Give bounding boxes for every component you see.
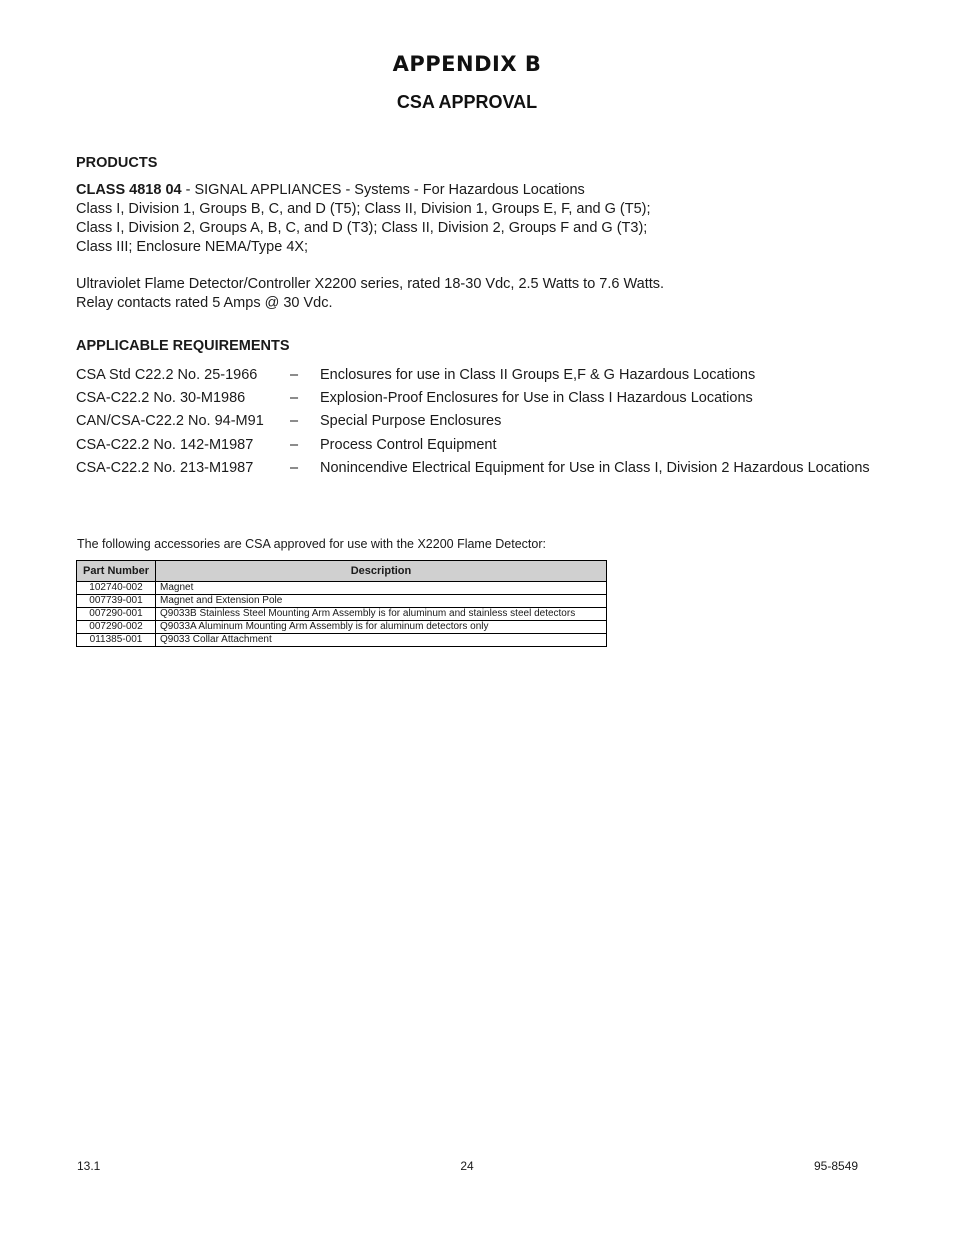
part-number-cell: 007290-002: [77, 621, 156, 634]
description-cell: Magnet and Extension Pole: [156, 595, 607, 608]
class-detail-line: Class III; Enclosure NEMA/Type 4X;: [76, 239, 309, 255]
requirement-standard: CSA Std C22.2 No. 25-1966: [76, 367, 258, 383]
table-row: [77, 608, 607, 621]
accessories-table: [76, 560, 607, 647]
class-line: [76, 181, 651, 200]
requirement-standard: CSA-C22.2 No. 30-M1986: [76, 390, 246, 407]
description-cell: Magnet: [156, 582, 607, 595]
table-row: [77, 595, 607, 608]
footer-document-number: 95-8549: [814, 1159, 859, 1173]
part-number-cell: 007739-001: [77, 595, 156, 608]
part-number-cell: 011385-001: [77, 634, 156, 647]
part-number-cell: 102740-002: [77, 582, 156, 595]
class-detail-line: Class I, Division 1, Groups B, C, and D (T5); Class II, Division 1, Groups E, F, and G (T5);: [76, 201, 651, 217]
footer-revision: 13.1: [77, 1159, 101, 1173]
requirement-description: Process Control Equipment: [320, 436, 497, 453]
description-cell: Q9033 Collar Attachment: [156, 634, 607, 647]
product-rating: [76, 275, 664, 313]
accessories-intro: The following accessories are CSA approved for use with the X2200 Flame Detector:: [77, 537, 546, 551]
class-description: [76, 181, 651, 257]
class-detail-line: Class I, Division 2, Groups A, B, C, and D (T3); Class II, Division 2, Groups F and G (T3);: [76, 220, 648, 236]
column-header-description: Description: [156, 561, 607, 582]
requirement-description: Enclosures for use in Class II Groups E,F & G Hazardous Locations: [320, 367, 756, 383]
requirement-dash: –: [290, 436, 299, 453]
table-row: [77, 634, 607, 647]
column-header-part-number: Part Number: [77, 561, 156, 582]
rating-line: Ultraviolet Flame Detector/Controller X2200 series, rated 18-30 Vdc, 2.5 Watts to 7.6 Watts.: [76, 276, 665, 292]
requirements-heading: APPLICABLE REQUIREMENTS: [76, 338, 290, 354]
part-number-cell: 007290-001: [77, 608, 156, 621]
requirement-dash: –: [290, 459, 299, 476]
page-title: APPENDIX B: [392, 52, 542, 76]
requirement-description: Nonincendive Electrical Equipment for Use in Class I, Division 2 Hazardous Locations: [320, 459, 870, 476]
requirement-standard: CSA-C22.2 No. 142-M1987: [76, 436, 254, 453]
footer-page-number: 24: [460, 1159, 474, 1173]
table-row: [77, 621, 607, 634]
table-header-row: [77, 561, 607, 582]
description-cell: Q9033B Stainless Steel Mounting Arm Assembly is for aluminum and stainless steel detectors: [156, 608, 607, 621]
table-row: [77, 582, 607, 595]
class-number: CLASS 4818 04: [76, 182, 182, 198]
products-heading: PRODUCTS: [76, 155, 158, 171]
requirement-standard: CAN/CSA-C22.2 No. 94-M91: [76, 413, 264, 430]
description-cell: Q9033A Aluminum Mounting Arm Assembly is for aluminum detectors only: [156, 621, 607, 634]
requirement-standard: CSA-C22.2 No. 213-M1987: [76, 459, 254, 476]
requirement-dash: –: [290, 390, 299, 407]
requirement-description: Explosion-Proof Enclosures for Use in Class I Hazardous Locations: [320, 390, 753, 407]
requirement-description: Special Purpose Enclosures: [320, 413, 502, 430]
rating-line: Relay contacts rated 5 Amps @ 30 Vdc.: [76, 295, 333, 311]
requirement-dash: –: [290, 367, 299, 383]
requirement-dash: –: [290, 413, 299, 430]
page-subtitle: CSA APPROVAL: [396, 92, 538, 112]
class-title: - SIGNAL APPLIANCES - Systems - For Hazardous Locations: [181, 182, 585, 198]
